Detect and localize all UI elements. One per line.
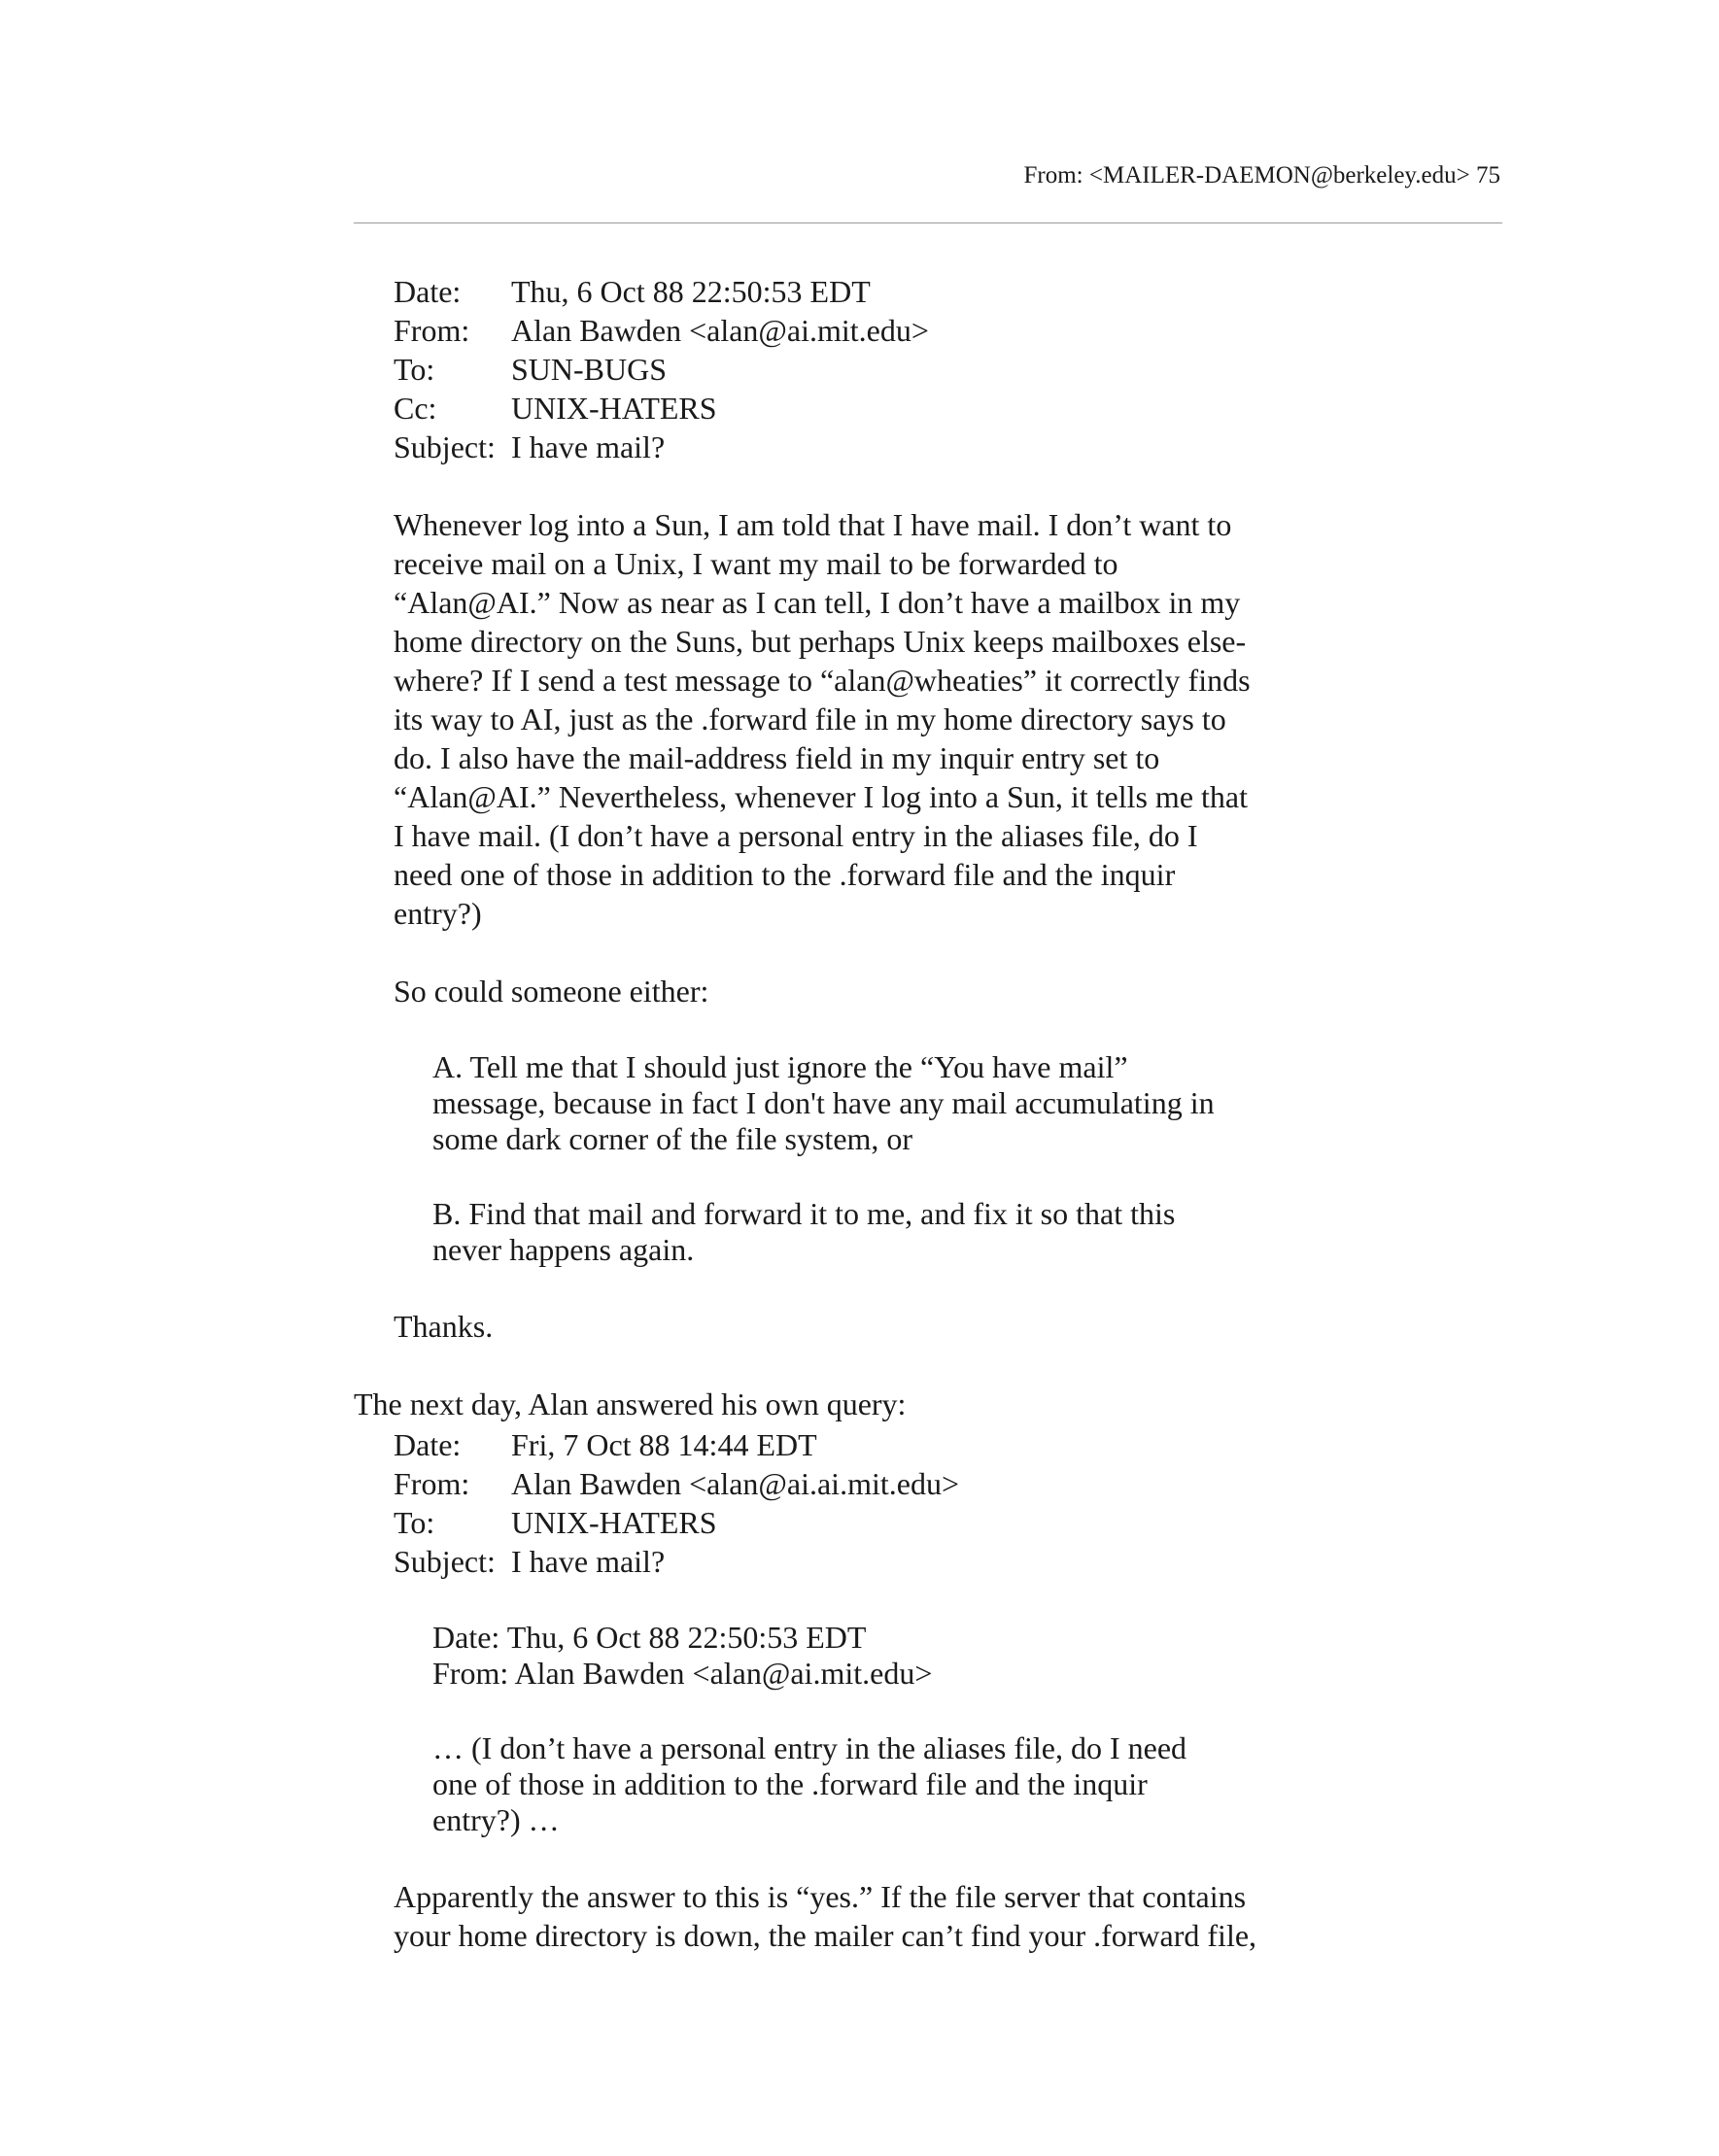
quoted-body-line: one of those in addition to the .forward file and the inquir — [432, 1766, 1148, 1801]
reply-body — [394, 1877, 1325, 1955]
message-1-signoff: Thanks. — [394, 1309, 494, 1344]
body-line: its way to AI, just as the .forward file in my home directory says to — [394, 702, 1226, 736]
option-b-line: B. Find that mail and forward it to me, and fix it so that this — [432, 1196, 1176, 1231]
message-1-headers — [394, 272, 1325, 466]
body-line: Whenever log into a Sun, I am told that I have mail. I don’t want to — [394, 507, 1232, 542]
header-label: To: — [394, 1505, 435, 1540]
header-label: To: — [394, 352, 435, 387]
body-line: entry?) — [394, 896, 482, 931]
quoted-body — [354, 1730, 1325, 1838]
reply-line: your home directory is down, the mailer can’t find your .forward file, — [394, 1918, 1257, 1953]
header-label: Subject: — [394, 429, 496, 464]
quoted-headers — [354, 1620, 1325, 1692]
body-line: “Alan@AI.” Now as near as I can tell, I don’t have a mailbox in my — [394, 585, 1241, 620]
header-row-subject — [394, 1542, 1325, 1581]
header-row-to — [394, 350, 1325, 389]
option-a-line: message, because in fact I don't have any mail accumulating in — [432, 1085, 1215, 1120]
quoted-body-line: entry?) … — [432, 1802, 560, 1837]
header-value: UNIX-HATERS — [511, 1505, 717, 1540]
reply-line: Apparently the answer to this is “yes.” If the file server that contains — [394, 1879, 1247, 1914]
quoted-body-line: … (I don’t have a personal entry in the aliases file, do I need — [432, 1730, 1187, 1765]
header-value: I have mail? — [511, 1544, 666, 1579]
header-row-subject — [394, 428, 1325, 466]
body-line: I have mail. (I don’t have a personal entry in the aliases file, do I — [394, 818, 1198, 853]
quoted-header-line: Date: Thu, 6 Oct 88 22:50:53 EDT — [432, 1620, 867, 1655]
header-rule — [354, 222, 1502, 223]
header-label: From: — [394, 313, 470, 348]
header-label: Date: — [394, 274, 462, 309]
message-1-body — [394, 505, 1325, 933]
running-head: From: <MAILER-DAEMON@berkeley.edu> 75 — [1023, 162, 1500, 188]
message-1-ask: So could someone either: — [394, 974, 709, 1009]
header-row-cc — [394, 389, 1325, 428]
body-line: home directory on the Suns, but perhaps Unix keeps mailboxes else- — [394, 624, 1247, 659]
header-value: Alan Bawden <alan@ai.ai.mit.edu> — [511, 1466, 959, 1501]
header-row-to — [394, 1503, 1325, 1542]
option-b-line: never happens again. — [432, 1232, 695, 1267]
header-row-from — [394, 311, 1325, 350]
body-line: where? If I send a test message to “alan@wheaties” it correctly finds — [394, 663, 1251, 698]
message-2 — [354, 1425, 1325, 1955]
message-1 — [354, 272, 1325, 1346]
body-line: do. I also have the mail-address field in my inquir entry set to — [394, 740, 1160, 775]
message-2-headers — [394, 1425, 1325, 1581]
header-value: Fri, 7 Oct 88 14:44 EDT — [511, 1427, 817, 1462]
header-value: Thu, 6 Oct 88 22:50:53 EDT — [511, 274, 871, 309]
option-b — [354, 1196, 1325, 1268]
body-line: need one of those in addition to the .forward file and the inquir — [394, 857, 1176, 892]
option-a-line: some dark corner of the file system, or — [432, 1121, 913, 1156]
header-value: UNIX-HATERS — [511, 391, 717, 426]
option-a-line: A. Tell me that I should just ignore the “You have mail” — [432, 1049, 1128, 1084]
page-content — [354, 272, 1325, 1955]
option-a — [354, 1049, 1325, 1157]
narration: The next day, Alan answered his own query: — [354, 1386, 907, 1421]
header-value: I have mail? — [511, 429, 666, 464]
body-line: receive mail on a Unix, I want my mail to be forwarded to — [394, 546, 1118, 581]
header-value: SUN-BUGS — [511, 352, 668, 387]
body-line: “Alan@AI.” Nevertheless, whenever I log into a Sun, it tells me that — [394, 779, 1248, 814]
header-label: Subject: — [394, 1544, 496, 1579]
header-row-date — [394, 272, 1325, 311]
header-label: Cc: — [394, 391, 437, 426]
header-row-from — [394, 1464, 1325, 1503]
quoted-header-line: From: Alan Bawden <alan@ai.mit.edu> — [432, 1656, 933, 1691]
header-value: Alan Bawden <alan@ai.mit.edu> — [511, 313, 929, 348]
header-label: Date: — [394, 1427, 462, 1462]
header-label: From: — [394, 1466, 470, 1501]
header-row-date — [394, 1425, 1325, 1464]
